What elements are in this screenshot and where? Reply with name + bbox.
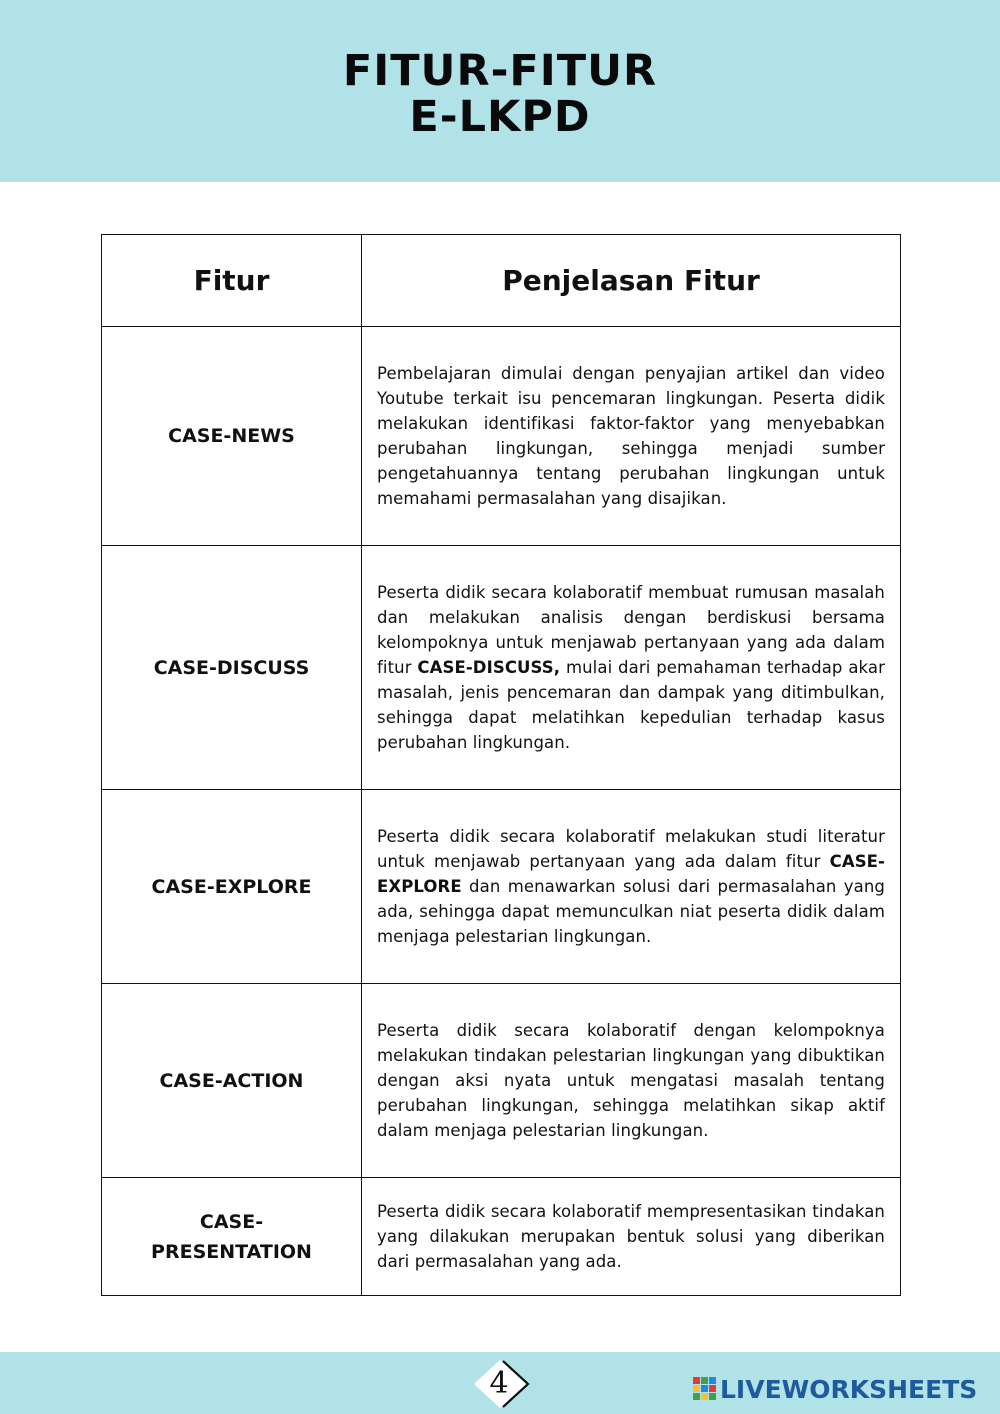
feature-description: Pembelajaran dimulai dengan penyajian artikel dan video Youtube terkait isu pencemaran lingkungan. Peserta didik melakukan identifikasi faktor-faktor yang menyebabkan perubahan lingkungan, sehingga menjadi sumber pengetahuannya tentang perubahan lingkungan untuk memahami permasalahan yang disajikan.: [362, 327, 901, 546]
feature-description: [362, 546, 901, 790]
table-row: [102, 790, 901, 984]
description-bold-feature: CASE-EXPLORE: [377, 851, 885, 896]
liveworksheets-brand[interactable]: [693, 1372, 977, 1406]
table-row: [102, 984, 901, 1178]
title-line-1: FITUR-FITUR: [342, 46, 658, 96]
feature-name: CASE-NEWS: [102, 327, 362, 546]
page-header: [0, 0, 1000, 182]
feature-description: Peserta didik secara kolaboratif mempresentasikan tindakan yang dilakukan merupakan bentuk solusi yang diberikan dari permasalahan yang ada.: [362, 1178, 901, 1296]
liveworksheets-logo-icon: [693, 1377, 717, 1401]
description-bold-feature: CASE-DISCUSS,: [417, 657, 561, 677]
table-row: [102, 1178, 901, 1296]
page-number: 4: [489, 1366, 509, 1401]
description-text: mulai dari pemahaman terhadap akar masalah, jenis pencemaran dan dampak yang ditimbulkan, sehingga dapat melatihkan kepedulian terhadap kasus perubahan lingkungan.: [377, 657, 885, 753]
table-row: [102, 546, 901, 790]
brand-name: LIVEWORKSHEETS: [720, 1374, 978, 1404]
feature-name: CASE-ACTION: [102, 984, 362, 1178]
feature-name: [102, 1178, 362, 1296]
table-header-row: [102, 235, 901, 327]
feature-name: CASE-DISCUSS: [102, 546, 362, 790]
page-title: [0, 48, 1000, 140]
feature-description: [362, 790, 901, 984]
title-line-2: E-LKPD: [409, 92, 591, 142]
feature-name-line-2: PRESENTATION: [151, 1240, 312, 1263]
table-row: [102, 327, 901, 546]
column-header-description: Penjelasan Fitur: [362, 235, 901, 327]
description-text: dan menawarkan solusi dari permasalahan yang ada, sehingga dapat memunculkan niat peserta didik dalam menjaga pelestarian lingkungan.: [377, 876, 885, 947]
feature-name-line-1: CASE-: [199, 1210, 264, 1233]
feature-name: CASE-EXPLORE: [102, 790, 362, 984]
description-text: Peserta didik secara kolaboratif membuat rumusan masalah dan melakukan analisis dengan berdiskusi bersama kelompoknya untuk menjawab pertanyaan yang ada dalam fitur: [377, 582, 885, 677]
features-table: [101, 234, 901, 1296]
column-header-feature: Fitur: [102, 235, 362, 327]
feature-description: Peserta didik secara kolaboratif dengan kelompoknya melakukan tindakan pelestarian lingkungan yang dibuktikan dengan aksi nyata untuk mengatasi masalah tentang perubahan lingkungan, sehingga melatihkan sikap aktif dalam menjaga pelestarian lingkungan.: [362, 984, 901, 1178]
description-text: Peserta didik secara kolaboratif melakukan studi literatur untuk menjawab pertanyaan yang ada dalam fitur: [377, 826, 885, 871]
